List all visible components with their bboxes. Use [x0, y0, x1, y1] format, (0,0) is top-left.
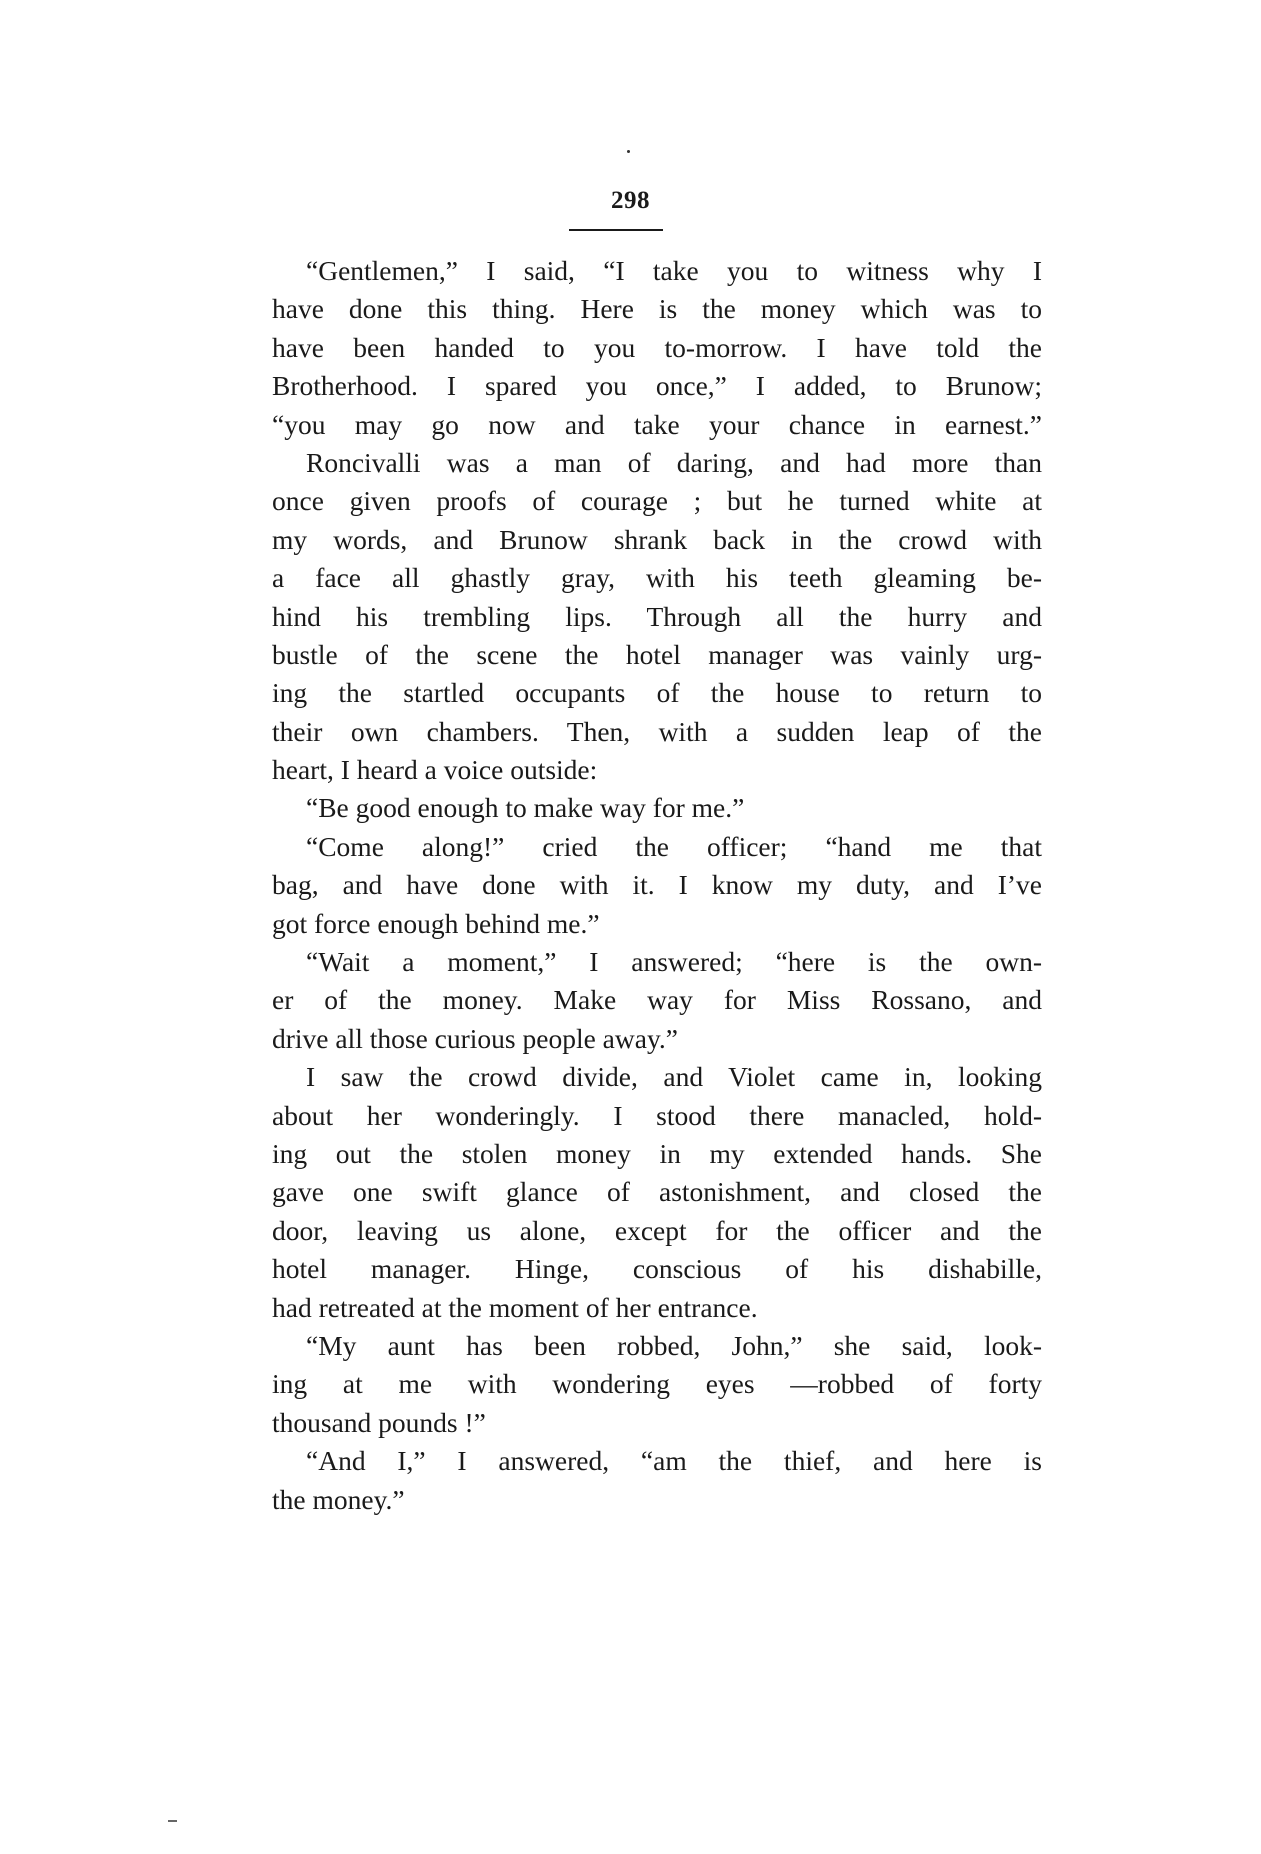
- paragraph: [272, 252, 1042, 444]
- paragraph: [272, 789, 1042, 827]
- text-line: their own chambers. Then, with a sudden leap of the: [272, 715, 1042, 747]
- text-line: ing the startled occupants of the house to return to: [272, 677, 1042, 709]
- text-line: once given proofs of courage ; but he turned white at: [272, 485, 1042, 517]
- text-line: “Come along!” cried the officer; “hand me that: [306, 830, 1042, 862]
- text-line: “Gentlemen,” I said, “I take you to witness why I: [306, 255, 1042, 286]
- page-number-rule: [569, 229, 663, 231]
- paragraph: [272, 943, 1042, 1058]
- page-number: 298: [611, 187, 650, 214]
- print-mark: [168, 1820, 177, 1822]
- text-line: got force enough behind me.”: [272, 907, 600, 939]
- paragraph: [272, 828, 1042, 943]
- text-line: hotel manager. Hinge, conscious of his dishabille,: [272, 1253, 1042, 1285]
- text-line: thousand pounds !”: [272, 1406, 486, 1438]
- text-line: had retreated at the moment of her entrance.: [272, 1291, 758, 1323]
- text-line: about her wonderingly. I stood there manacled, hold-: [272, 1099, 1042, 1131]
- text-line: I saw the crowd divide, and Violet came in, looking: [306, 1061, 1042, 1093]
- text-line: heart, I heard a voice outside:: [272, 754, 598, 786]
- text-line: Brotherhood. I spared you once,” I added, to Brunow;: [272, 370, 1042, 402]
- text-line: have been handed to you to-morrow. I have told the: [272, 331, 1042, 363]
- text-line: bustle of the scene the hotel manager was vainly urg-: [272, 638, 1042, 670]
- text-line: gave one swift glance of astonishment, and closed the: [272, 1176, 1042, 1208]
- text-line: “you may go now and take your chance in earnest.”: [272, 408, 1042, 440]
- text-line: ing at me with wondering eyes —robbed of forty: [272, 1368, 1042, 1400]
- text-line: Roncivalli was a man of daring, and had more than: [306, 446, 1042, 478]
- text-line: er of the money. Make way for Miss Rossano, and: [272, 984, 1042, 1016]
- paragraph: [272, 444, 1042, 790]
- text-line: a face all ghastly gray, with his teeth gleaming be-: [272, 562, 1042, 594]
- text-line: my words, and Brunow shrank back in the crowd with: [272, 523, 1042, 555]
- paragraph: [272, 1442, 1042, 1519]
- text-line: ing out the stolen money in my extended hands. She: [272, 1137, 1042, 1169]
- text-line: “Be good enough to make way for me.”: [306, 792, 745, 824]
- text-line: have done this thing. Here is the money which was to: [272, 293, 1042, 325]
- text-line: drive all those curious people away.”: [272, 1022, 678, 1054]
- text-line: “My aunt has been robbed, John,” she said, look-: [306, 1329, 1042, 1361]
- text-line: door, leaving us alone, except for the officer and the: [272, 1214, 1042, 1246]
- text-line: hind his trembling lips. Through all the hurry and: [272, 600, 1042, 632]
- text-line: bag, and have done with it. I know my duty, and I’ve: [272, 869, 1042, 901]
- paragraph: [272, 1058, 1042, 1327]
- text-line: “Wait a moment,” I answered; “here is the own-: [306, 946, 1042, 978]
- paragraph: [272, 1327, 1042, 1442]
- text-line: “And I,” I answered, “am the thief, and here is: [306, 1445, 1042, 1477]
- text-line: the money.”: [272, 1483, 405, 1515]
- print-speck: [627, 150, 630, 153]
- body-text: [272, 252, 1042, 1519]
